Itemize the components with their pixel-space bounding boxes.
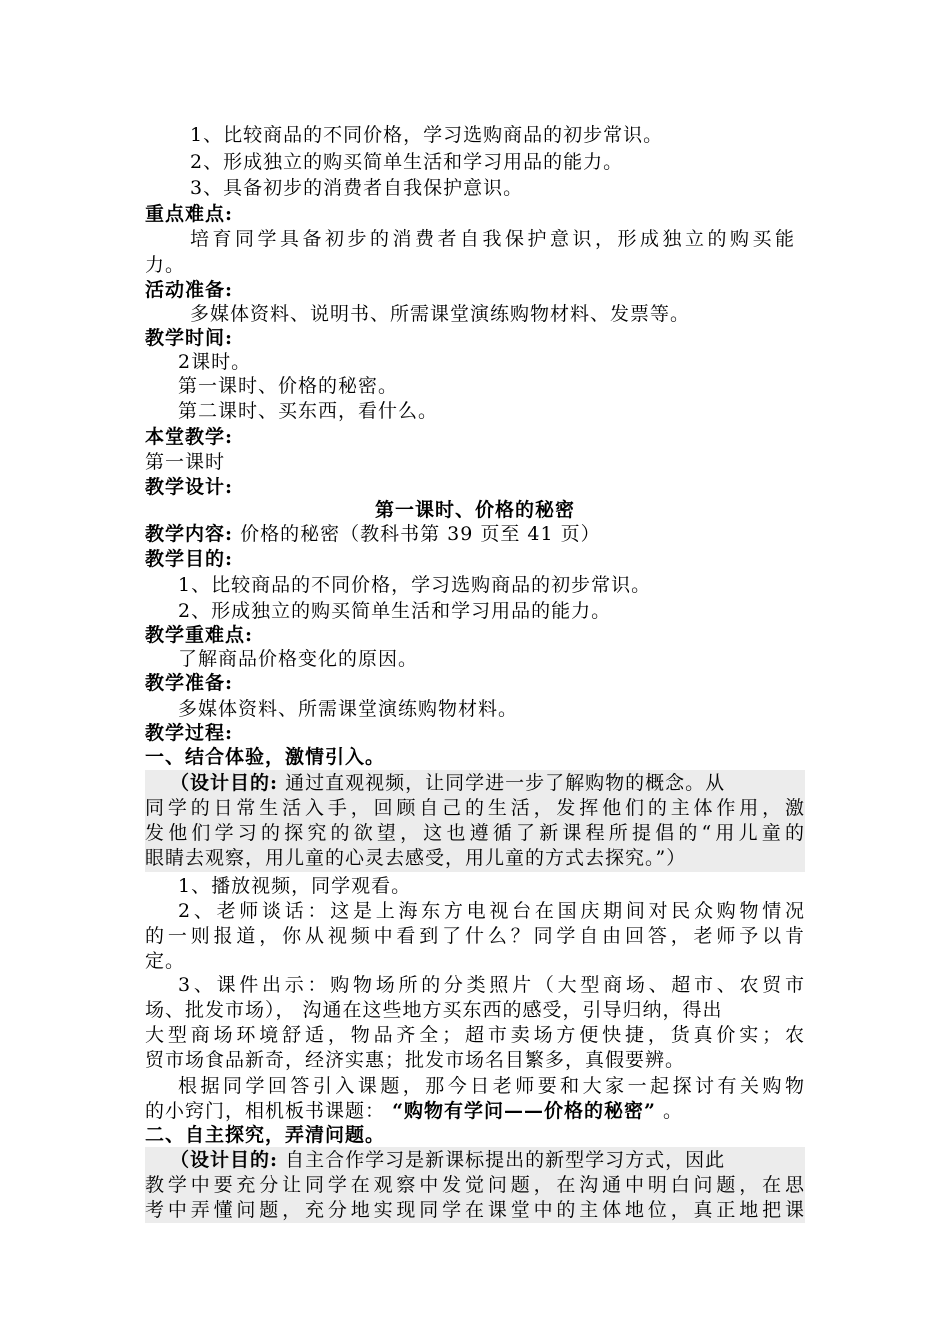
- purpose-1-label: （设计目的:: [170, 772, 279, 794]
- this-class-line: 第一课时: [145, 451, 226, 473]
- step-1-3-line-a: 3、课件出示：购物场所的分类照片（大型商场、超市、农贸市: [178, 974, 805, 996]
- teaching-time-line-2: 第一课时、价格的秘密。: [178, 375, 399, 397]
- goal-line-1: 1、比较商品的不同价格，学习选购商品的初步常识。: [178, 574, 652, 596]
- step-1-4-end: 。: [662, 1100, 683, 1122]
- step-1-4-line-a: 根据同学回答引入课题，那今日老师要和大家一起探讨有关购物: [178, 1075, 805, 1097]
- heading-key-points: 重点难点:: [145, 203, 234, 225]
- teaching-time-line-1: 2课时。: [178, 351, 252, 373]
- objective-line-3: 3、具备初步的消费者自我保护意识。: [190, 177, 524, 199]
- purpose-1-line-c: 发他们学习的探究的欲望，这也遵循了新课程所提倡的“用儿童的: [145, 822, 805, 844]
- purpose-2-line-a: [170, 1148, 805, 1173]
- step-1-3-line-c: 大型商场环境舒适，物品齐全；超市卖场方便快捷，货真价实；农: [145, 1024, 805, 1046]
- step-1-2-line-a: 2、老师谈话：这是上海东方电视台在国庆期间对民众购物情况: [178, 900, 805, 922]
- purpose-2-label: （设计目的:: [170, 1149, 279, 1171]
- step-1-2-line-c: 定。: [145, 950, 186, 972]
- teaching-time-line-3: 第二课时、买东西，看什么。: [178, 400, 439, 422]
- lesson-title-quote: “购物有学问——价格的秘密”: [392, 1100, 656, 1122]
- heading-difficulty: 教学重难点:: [145, 624, 254, 646]
- teaching-content-text: 价格的秘密（教科书第 39 页至 41 页）: [240, 523, 601, 545]
- objective-line-1: 1、比较商品的不同价格，学习选购商品的初步常识。: [190, 124, 664, 146]
- goal-line-2: 2、形成独立的购买简单生活和学习用品的能力。: [178, 600, 612, 622]
- purpose-2-text-a: 自主合作学习是新课标提出的新型学习方式，因此: [285, 1149, 726, 1171]
- step-1-1-line: 1、播放视频，同学观看。: [178, 875, 412, 897]
- purpose-1-text-a: 通过直观视频，让同学进一步了解购物的概念。从: [285, 772, 726, 794]
- heading-this-class: 本堂教学:: [145, 426, 234, 448]
- teaching-prep-line: 多媒体资料、所需课堂演练购物材料。: [178, 698, 519, 720]
- step-2-heading: 二、自主探究，弄清问题。: [145, 1124, 386, 1146]
- activity-prep-line: 多媒体资料、说明书、所需课堂演练购物材料、发票等。: [190, 303, 691, 325]
- purpose-1-line-d: 眼睛去观察，用儿童的心灵去感受，用儿童的方式去探究。”）: [145, 847, 687, 869]
- key-points-line-2: 力。: [145, 254, 186, 276]
- heading-teaching-goal: 教学目的:: [145, 548, 234, 570]
- difficulty-line: 了解商品价格变化的原因。: [178, 648, 419, 670]
- teaching-content-label: 教学内容:: [145, 523, 234, 545]
- purpose-2-line-c: 考中弄懂问题，充分地实现同学在课堂中的主体地位，真正地把课: [145, 1199, 805, 1221]
- section-title: 第一课时、价格的秘密: [374, 499, 575, 521]
- step-1-3-line-b: 场、批发市场）， 沟通在这些地方买东西的感受，引导归纳，得出: [145, 999, 723, 1021]
- purpose-1-line-b: 同学的日常生活入手，回顾自己的生活，发挥他们的主体作用，激: [145, 797, 805, 819]
- heading-teaching-time: 教学时间:: [145, 327, 234, 349]
- teaching-content-line: [145, 522, 805, 547]
- step-1-heading: 一、结合体验，激情引入。: [145, 746, 386, 768]
- heading-activity-prep: 活动准备:: [145, 279, 234, 301]
- objective-line-2: 2、形成独立的购买简单生活和学习用品的能力。: [190, 151, 624, 173]
- heading-teaching-prep: 教学准备:: [145, 672, 234, 694]
- key-points-line-1: 培育同学具备初步的消费者自我保护意识，形成独立的购买能: [190, 228, 795, 250]
- step-1-3-line-d: 贸市场食品新奇，经济实惠；批发市场名目繁多，真假要辨。: [145, 1049, 686, 1071]
- purpose-1-line-a: [170, 771, 805, 796]
- step-1-4-text: 的小窍门，相机板书课题：: [145, 1100, 386, 1122]
- step-1-4-line-b: [145, 1099, 805, 1124]
- heading-teaching-design: 教学设计:: [145, 476, 234, 498]
- purpose-2-line-b: 教学中要充分让同学在观察中发觉问题，在沟通中明白问题，在思: [145, 1174, 805, 1196]
- step-1-2-line-b: 的一则报道，你从视频中看到了什么？同学自由回答，老师予以肯: [145, 925, 805, 947]
- heading-teaching-process: 教学过程:: [145, 722, 234, 744]
